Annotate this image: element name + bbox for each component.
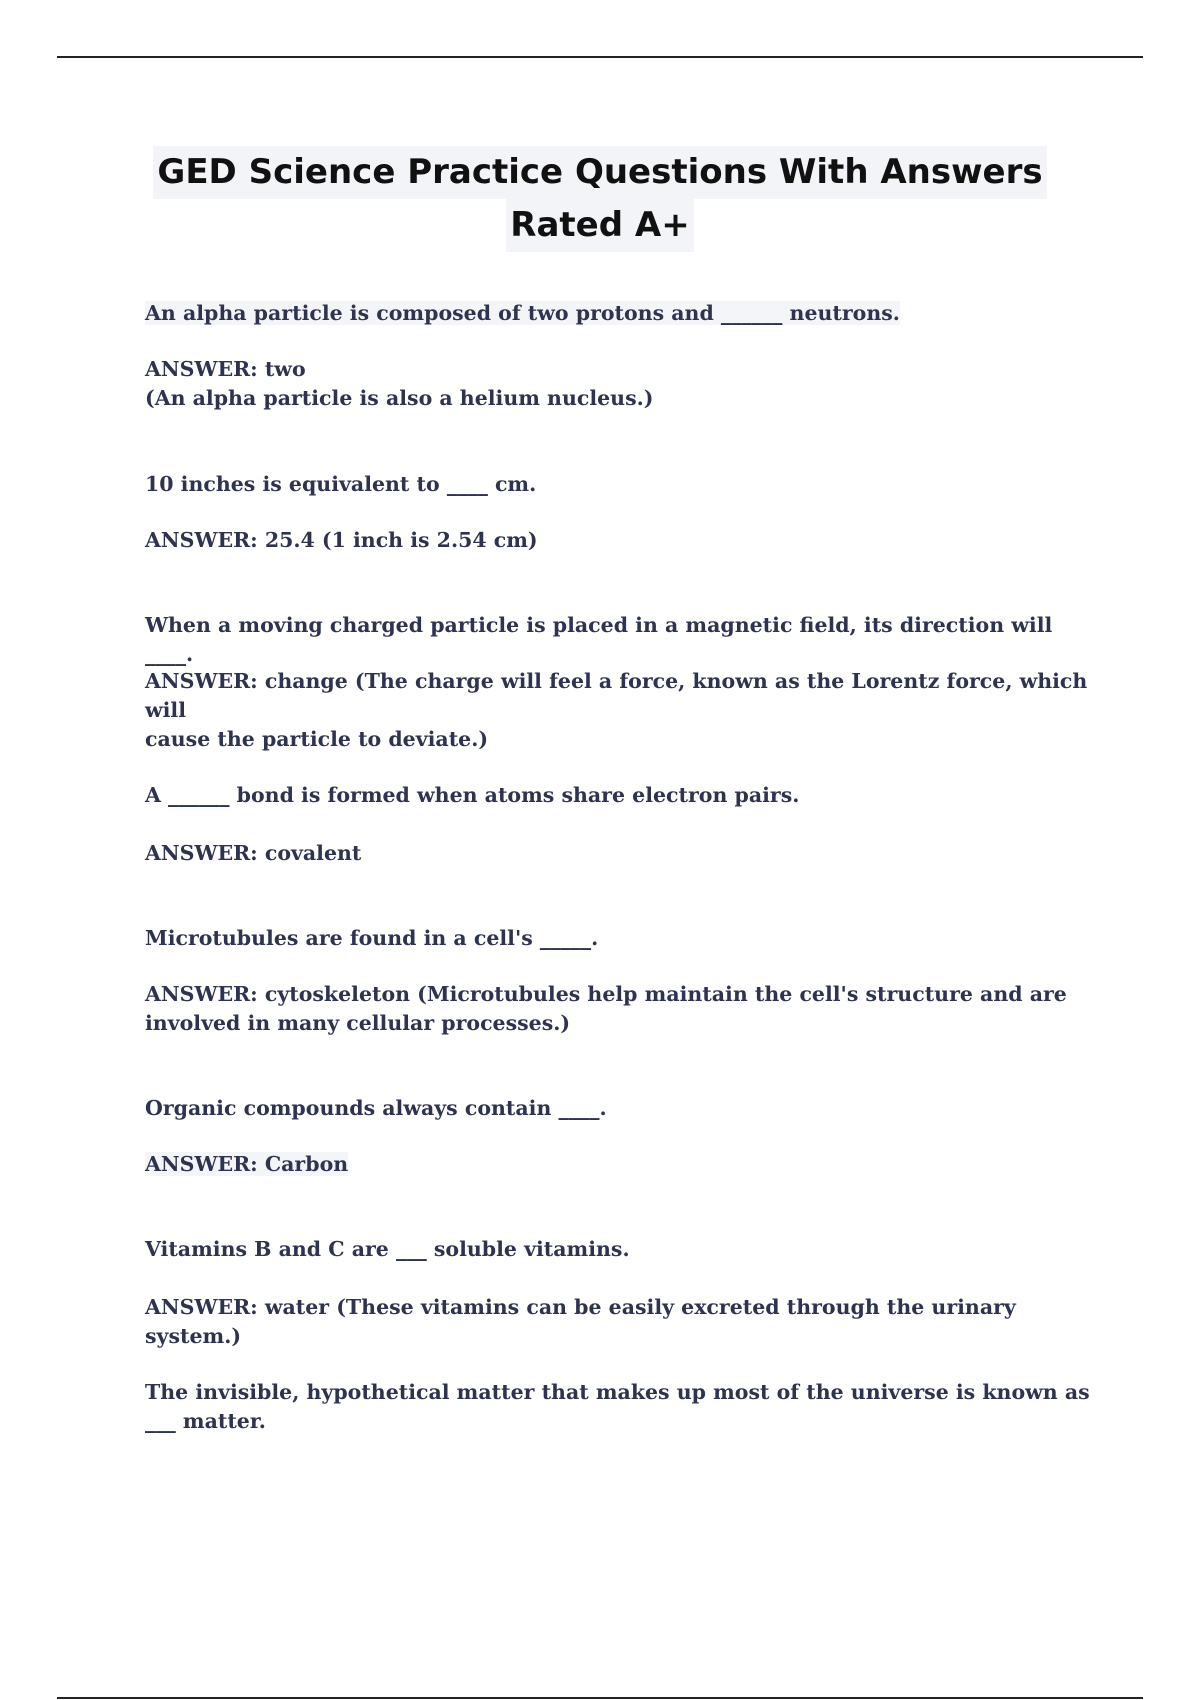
- answer-5: [145, 980, 1095, 1038]
- question-7-line-1: Vitamins B and C are ___ soluble vitamins.: [145, 1237, 630, 1261]
- answer-5-line-2: involved in many cellular processes.): [145, 1011, 571, 1035]
- answer-4: [145, 839, 1095, 868]
- document-title: [100, 146, 1100, 252]
- question-3-line-1: When a moving charged particle is placed in a magnetic field, its direction will ____.: [145, 613, 1053, 666]
- question-8: [145, 1378, 1095, 1436]
- question-2: [145, 470, 1095, 499]
- answer-2-line-1: ANSWER: 25.4 (1 inch is 2.54 cm): [145, 528, 538, 552]
- answer-3-line-2: cause the particle to deviate.): [145, 727, 489, 751]
- question-1-line-1: An alpha particle is composed of two protons and ______ neutrons.: [145, 301, 900, 325]
- answer-1-line-2: (An alpha particle is also a helium nucleus.): [145, 386, 654, 410]
- answer-1: [145, 355, 1095, 413]
- answer-3: [145, 667, 1095, 754]
- question-4: [145, 781, 1095, 810]
- answer-6: [145, 1150, 1095, 1179]
- answer-5-line-1: ANSWER: cytoskeleton (Microtubules help maintain the cell's structure and are: [145, 982, 1067, 1006]
- top-rule: [57, 56, 1143, 58]
- answer-3-line-1: ANSWER: change (The charge will feel a force, known as the Lorentz force, which will: [145, 669, 1088, 722]
- bottom-rule: [57, 1697, 1143, 1699]
- answer-4-line-1: ANSWER: covalent: [145, 841, 362, 865]
- question-6: [145, 1094, 1095, 1123]
- question-7: [145, 1235, 1095, 1264]
- answer-7-line-1: ANSWER: water (These vitamins can be easily excreted through the urinary system.): [145, 1295, 1016, 1348]
- question-5: [145, 924, 1095, 953]
- answer-6-line-1: ANSWER: Carbon: [145, 1152, 349, 1176]
- question-3: [145, 611, 1095, 669]
- answer-2: [145, 526, 1095, 555]
- title-line-2: Rated A+: [506, 199, 693, 252]
- title-line-1: GED Science Practice Questions With Answers: [153, 146, 1046, 199]
- question-5-line-1: Microtubules are found in a cell's _____.: [145, 926, 599, 950]
- question-8-line-1: The invisible, hypothetical matter that makes up most of the universe is known as: [145, 1380, 1090, 1404]
- answer-1-line-1: ANSWER: two: [145, 357, 306, 381]
- question-1: [145, 299, 1095, 328]
- question-8-line-2: ___ matter.: [145, 1409, 266, 1433]
- question-6-line-1: Organic compounds always contain ____.: [145, 1096, 607, 1120]
- answer-7: [145, 1293, 1095, 1351]
- question-4-line-1: A ______ bond is formed when atoms share electron pairs.: [145, 783, 800, 807]
- question-2-line-1: 10 inches is equivalent to ____ cm.: [145, 472, 537, 496]
